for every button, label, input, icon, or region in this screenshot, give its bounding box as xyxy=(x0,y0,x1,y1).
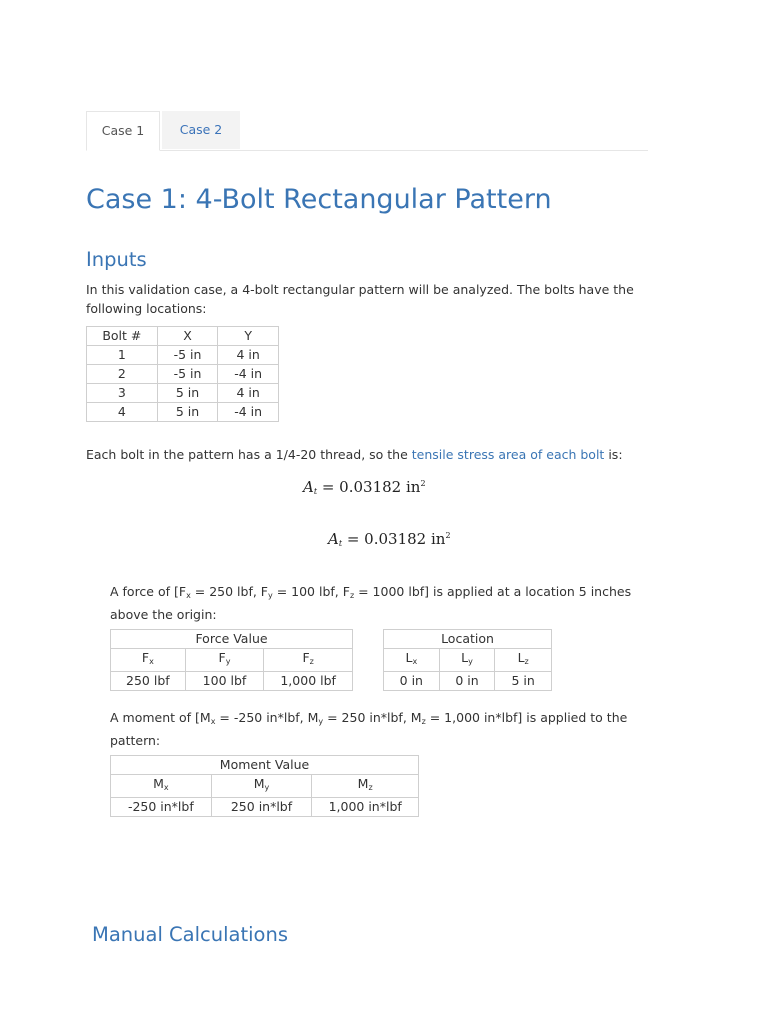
table-cell: 4 in xyxy=(218,346,279,365)
table-title: Moment Value xyxy=(111,756,419,775)
table-header-cell: X xyxy=(157,327,218,346)
table-cell: 0 in xyxy=(439,672,495,691)
table-cell: 3 xyxy=(87,384,158,403)
table-cell: -250 in*lbf xyxy=(111,798,212,817)
equation-lhs-sub: t xyxy=(338,539,343,548)
force-text: = 1000 lbf] is applied at a location 5 inches above the origin: xyxy=(110,584,632,622)
location-table xyxy=(383,629,552,691)
table-header-cell: $M_x$ xyxy=(111,775,212,798)
moment-text: = 1,000 in*lbf] is applied to the pattern: xyxy=(110,710,628,748)
table-row xyxy=(87,403,279,422)
force-sub: z xyxy=(349,591,355,600)
equation-lhs-sub: t xyxy=(313,487,318,496)
force-paragraph xyxy=(110,582,650,624)
tensile-area-equation xyxy=(303,478,426,496)
table-row xyxy=(111,672,353,691)
tensile-stress-area-link[interactable]: tensile stress area of each bolt xyxy=(411,447,605,462)
moment-text: = 250 in*lbf, M xyxy=(323,710,422,725)
table-title: Location xyxy=(384,630,552,649)
equation-lhs: A xyxy=(328,530,339,548)
tab-bar xyxy=(86,111,648,151)
table-cell: 1,000 in*lbf xyxy=(312,798,419,817)
table-cell: 2 xyxy=(87,365,158,384)
table-cell: 1,000 lbf xyxy=(264,672,353,691)
table-cell: 250 lbf xyxy=(111,672,186,691)
moment-paragraph xyxy=(110,708,655,750)
moment-text: = -250 in*lbf, M xyxy=(215,710,319,725)
table-header-cell: Bolt # xyxy=(87,327,158,346)
table-row xyxy=(384,672,552,691)
table-row xyxy=(87,365,279,384)
equation-rhs: = 0.03182 in xyxy=(346,530,446,548)
bolt-location-table xyxy=(86,326,279,422)
table-cell: 0 in xyxy=(384,672,440,691)
moment-sub: z xyxy=(421,717,426,726)
force-sub: x xyxy=(186,591,191,600)
table-row xyxy=(87,384,279,403)
force-text: A force of [F xyxy=(110,584,187,599)
table-cell: -4 in xyxy=(218,403,279,422)
table-header-row xyxy=(111,775,419,798)
inputs-heading: Inputs xyxy=(86,248,147,271)
table-header-row xyxy=(87,327,279,346)
equation-rhs: = 0.03182 in xyxy=(321,478,421,496)
table-row xyxy=(87,346,279,365)
tensile-area-equation-rendered xyxy=(328,530,451,548)
table-cell: 5 in xyxy=(157,403,218,422)
table-cell: 100 lbf xyxy=(185,672,264,691)
table-header-cell: $L_y$ xyxy=(439,649,495,672)
tab-case-1[interactable]: Case 1 xyxy=(86,111,160,151)
table-header-cell: $F_y$ xyxy=(185,649,264,672)
table-header-cell: $F_z$ xyxy=(264,649,353,672)
table-title: Force Value xyxy=(111,630,353,649)
table-cell: -5 in xyxy=(157,346,218,365)
table-cell: 250 in*lbf xyxy=(211,798,312,817)
force-value-table xyxy=(110,629,353,691)
table-cell: 1 xyxy=(87,346,158,365)
force-sub: y xyxy=(268,591,273,600)
equation-rhs-sup: 2 xyxy=(420,479,426,488)
table-cell: 4 in xyxy=(218,384,279,403)
intro-paragraph: In this validation case, a 4-bolt rectangular pattern will be analyzed. The bolts have the following locations: xyxy=(86,282,634,316)
force-text: = 100 lbf, F xyxy=(272,584,350,599)
table-header-row xyxy=(384,649,552,672)
table-row xyxy=(111,798,419,817)
table-cell: 5 in xyxy=(495,672,552,691)
table-header-cell: $M_z$ xyxy=(312,775,419,798)
force-text: = 250 lbf, F xyxy=(190,584,268,599)
thread-paragraph xyxy=(86,445,686,464)
table-header-cell: $L_x$ xyxy=(384,649,440,672)
table-cell: 4 xyxy=(87,403,158,422)
thread-text-end: is: xyxy=(608,447,623,462)
table-cell: -4 in xyxy=(218,365,279,384)
tab-case-2[interactable]: Case 2 xyxy=(162,111,240,149)
manual-calculations-heading: Manual Calculations xyxy=(92,923,288,946)
equation-lhs: A xyxy=(303,478,314,496)
moment-sub: y xyxy=(318,717,324,726)
table-cell: 5 in xyxy=(157,384,218,403)
equation-rhs-sup: 2 xyxy=(445,531,451,540)
page-title: Case 1: 4-Bolt Rectangular Pattern xyxy=(86,184,552,215)
table-header-cell: $F_x$ xyxy=(111,649,186,672)
table-header-row xyxy=(111,649,353,672)
table-header-cell: $M_y$ xyxy=(211,775,312,798)
table-header-cell: $L_z$ xyxy=(495,649,552,672)
table-cell: -5 in xyxy=(157,365,218,384)
moment-value-table xyxy=(110,755,419,817)
thread-text: Each bolt in the pattern has a 1/4-20 thread, so the xyxy=(86,447,408,462)
table-header-cell: Y xyxy=(218,327,279,346)
moment-text: A moment of [M xyxy=(110,710,211,725)
moment-sub: x xyxy=(210,717,216,726)
